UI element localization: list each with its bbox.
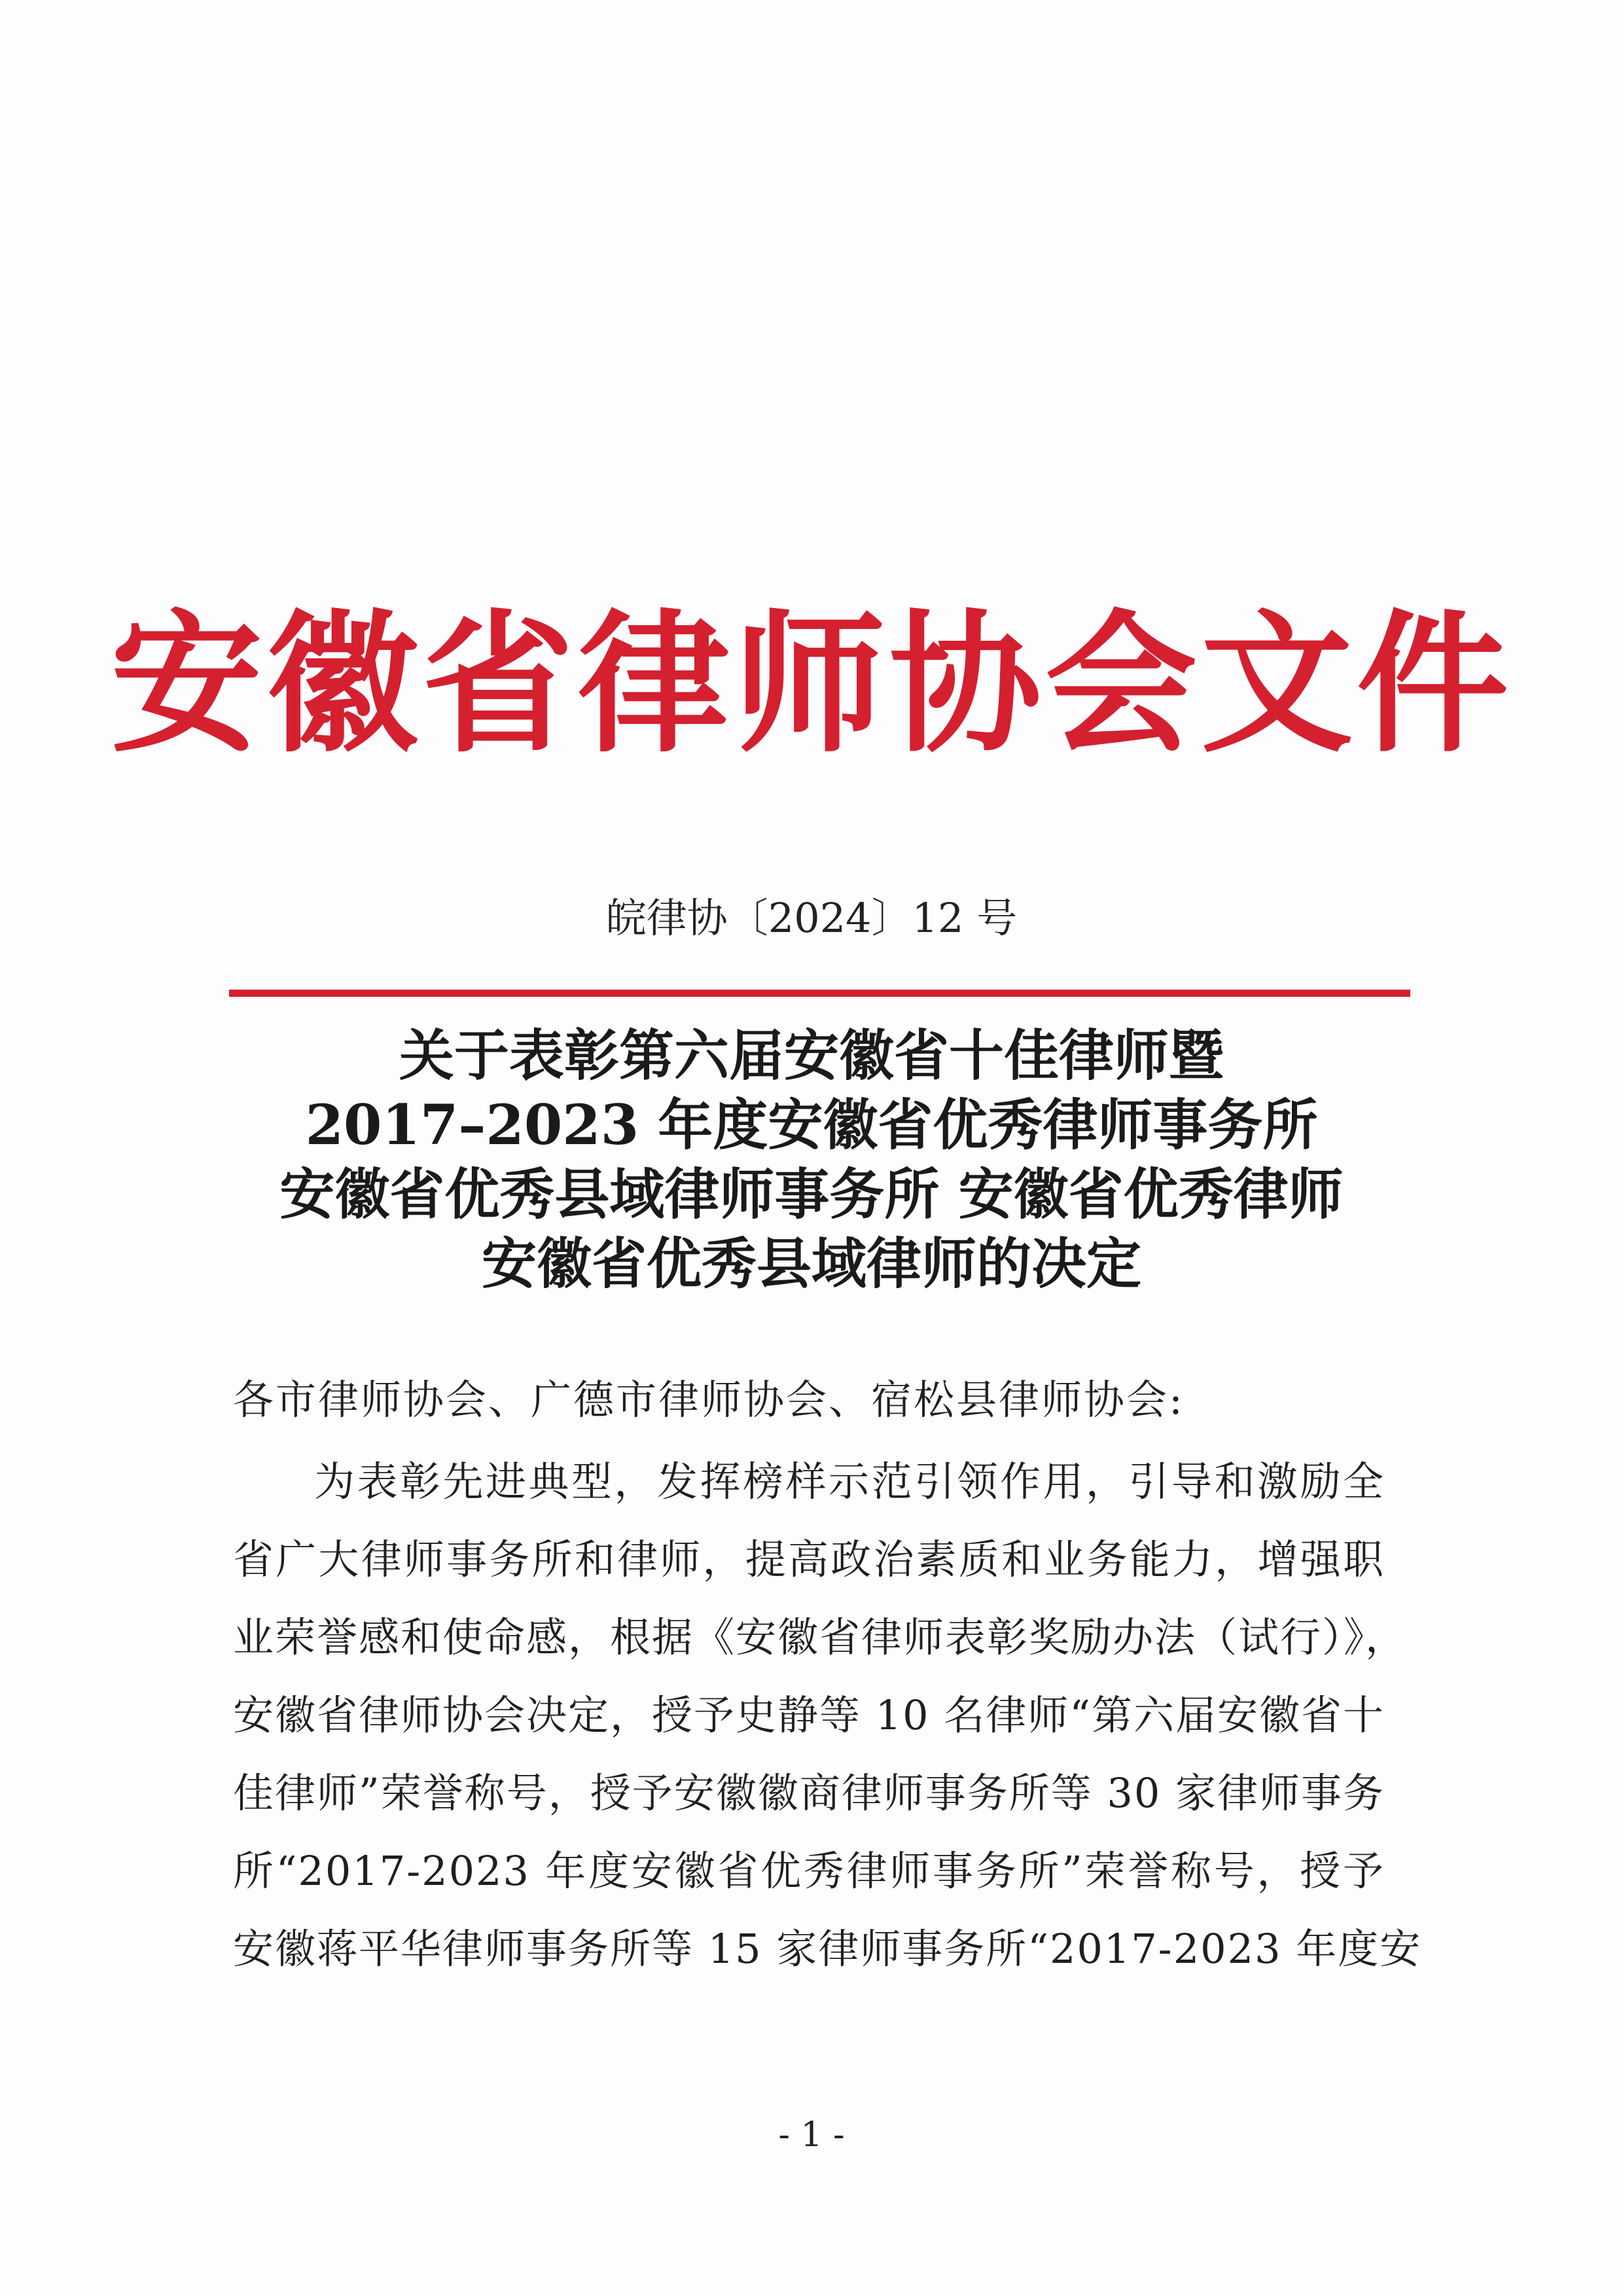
body-line: 业荣誉感和使命感，根据《安徽省律师表彰奖励办法（试行）》， bbox=[233, 1613, 1408, 1661]
body-line: 省广大律师事务所和律师，提高政治素质和业务能力，增强职 bbox=[233, 1535, 1385, 1583]
title-line: 2017–2023 年度安徽省优秀律师事务所 bbox=[305, 1092, 1318, 1157]
title-line: 安徽省优秀县域律师事务所 安徽省优秀律师 bbox=[279, 1162, 1344, 1227]
salutation: 各市律师协会、广德市律师协会、宿松县律师协会: bbox=[233, 1376, 1185, 1424]
document-number: 皖律协〔2024〕12 号 bbox=[605, 894, 1018, 942]
title-line: 关于表彰第六届安徽省十佳律师暨 bbox=[399, 1023, 1224, 1088]
red-divider-line bbox=[229, 990, 1410, 997]
body-paragraph bbox=[233, 1458, 1422, 2007]
page-number: - 1 - bbox=[778, 2115, 845, 2155]
body-line: 安徽蒋平华律师事务所等 15 家律师事务所“2017-2023 年度安 bbox=[233, 1925, 1422, 1973]
document-title bbox=[0, 1021, 1623, 1299]
title-line: 安徽省优秀县域律师的决定 bbox=[481, 1231, 1141, 1296]
body-line: 为表彰先进典型，发挥榜样示范引领作用，引导和激励全 bbox=[314, 1458, 1385, 1505]
body-line: 佳律师”荣誉称号，授予安徽徽商律师事务所等 30 家律师事务 bbox=[233, 1769, 1385, 1817]
body-line: 安徽省律师协会决定，授予史静等 10 名律师“第六届安徽省十 bbox=[233, 1691, 1385, 1739]
org-header-title: 安徽省律师协会文件 bbox=[110, 596, 1512, 773]
body-line: 所“2017-2023 年度安徽省优秀律师事务所”荣誉称号，授予 bbox=[233, 1847, 1385, 1895]
